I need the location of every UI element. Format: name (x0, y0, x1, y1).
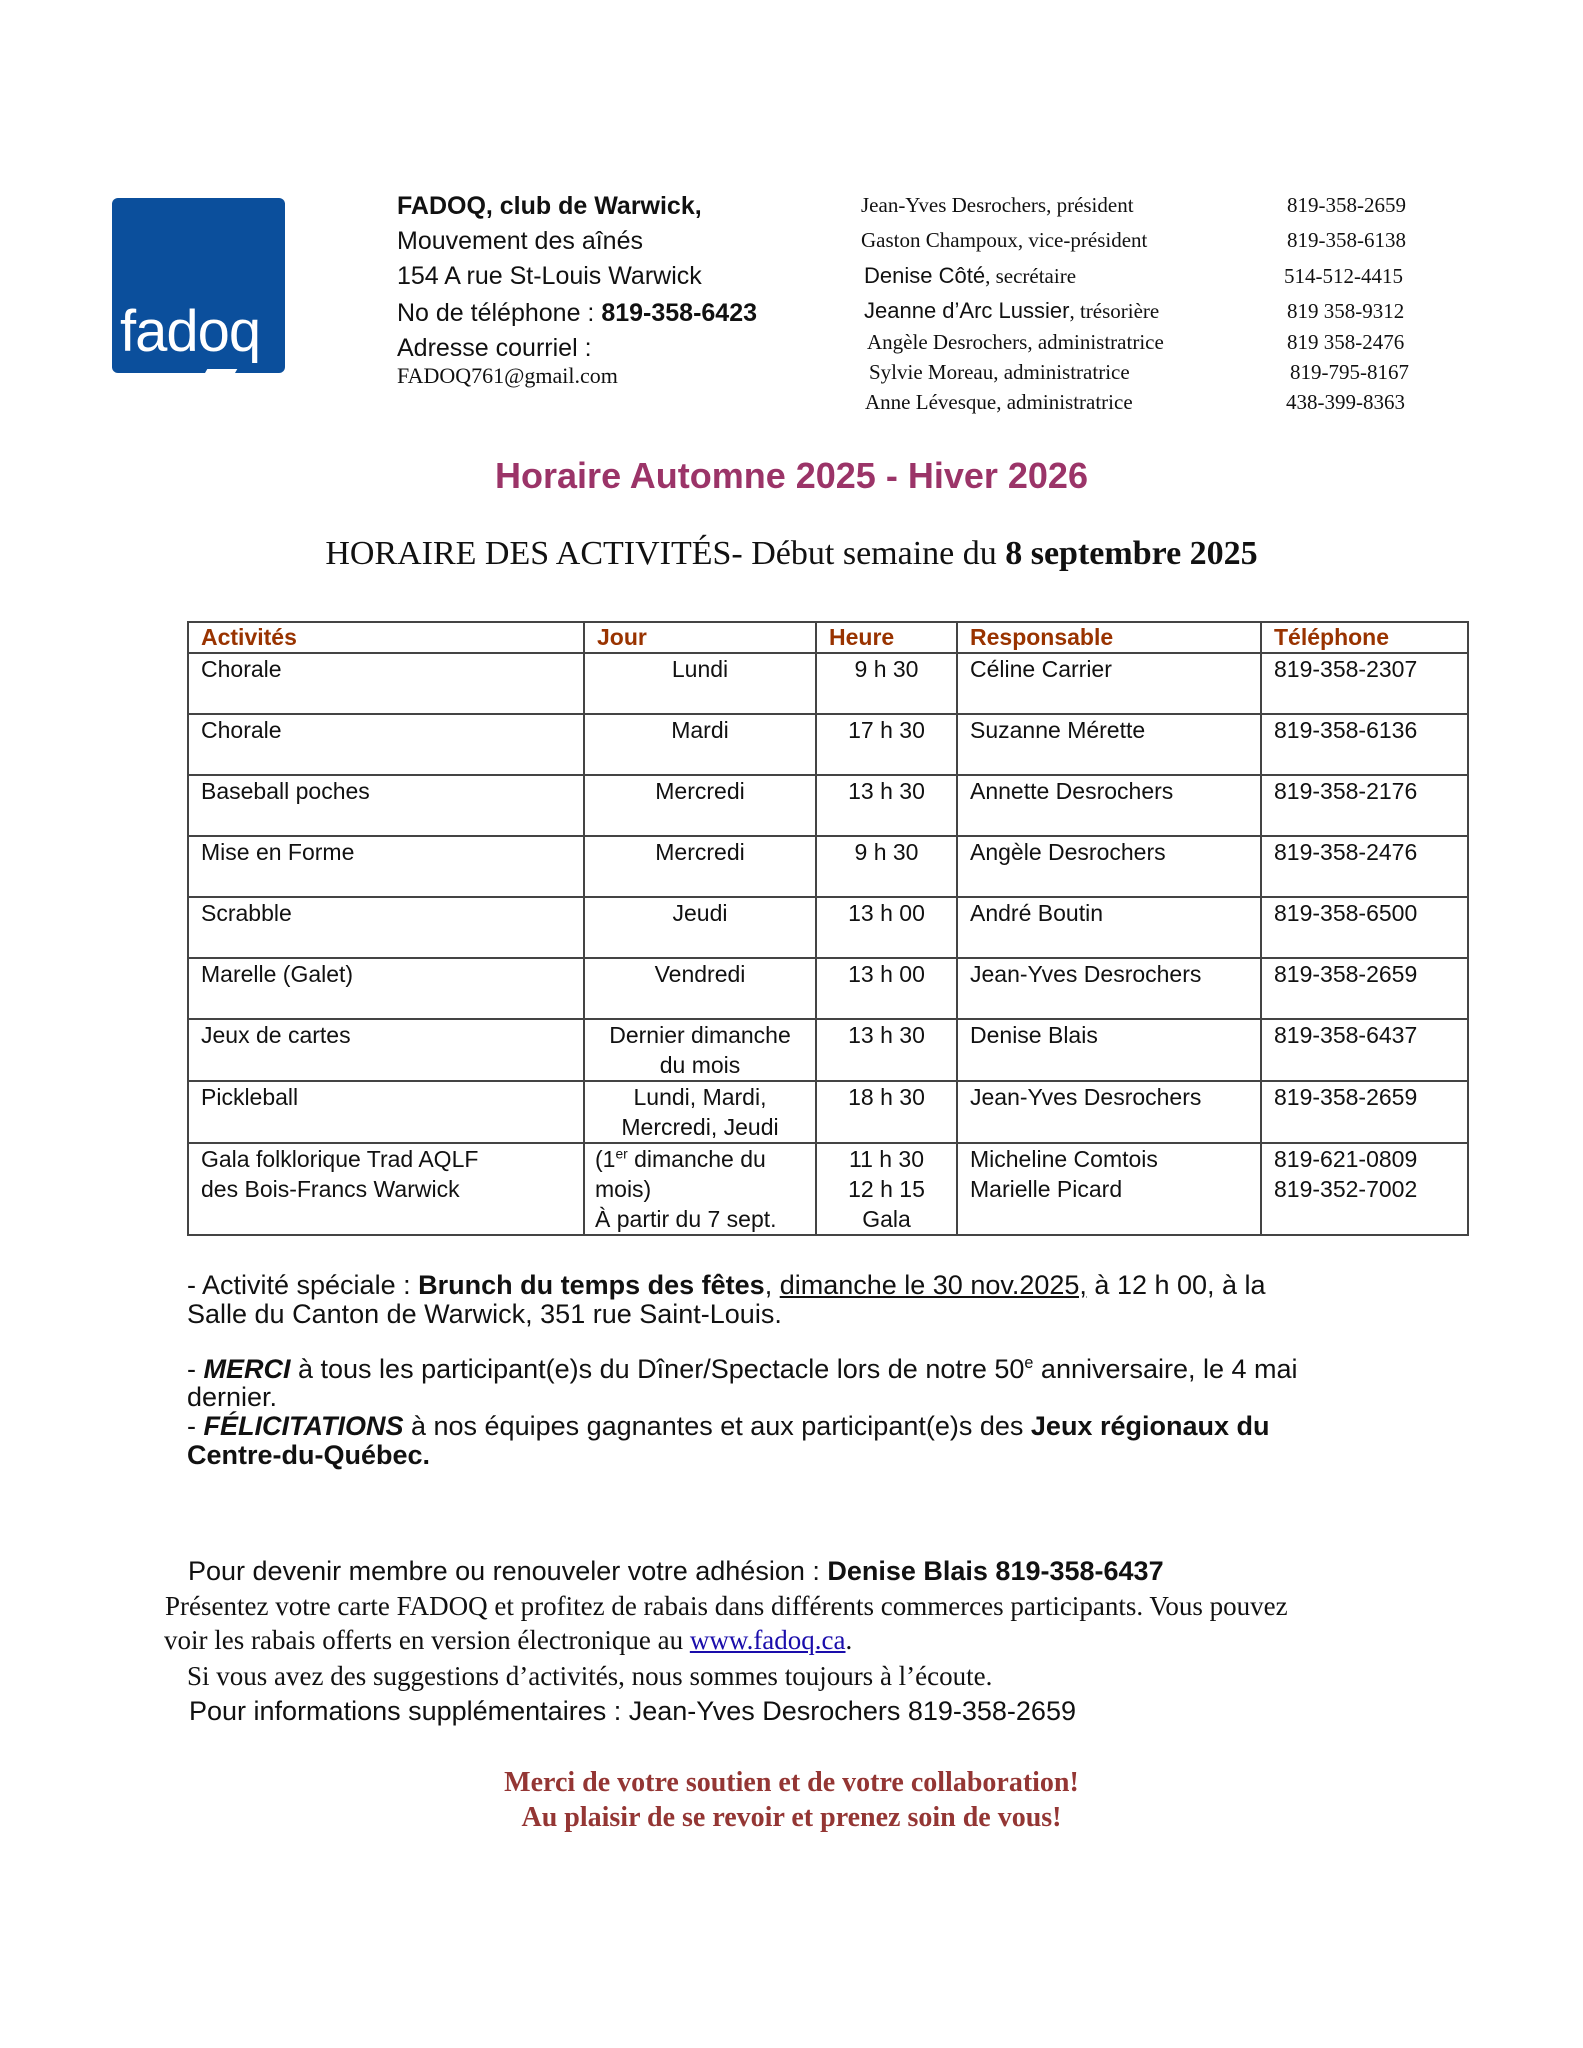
board-member-name: Gaston Champoux, vice-président (861, 228, 1148, 252)
cell-day: Mercredi (584, 775, 816, 836)
cell-phone: 819-358-2476 (1261, 836, 1468, 897)
note-text: anniversaire, le 4 mai (1033, 1354, 1298, 1384)
cell-activity: Chorale (188, 653, 584, 714)
cell-responsible: Angèle Desrochers (957, 836, 1261, 897)
cell-responsible: Céline Carrier (957, 653, 1261, 714)
table-row (188, 958, 1468, 1019)
fadoq-website-link[interactable]: www.fadoq.ca (689, 1625, 846, 1655)
cell-time: 18 h 30 (816, 1081, 957, 1143)
cell-day-line: du mois (659, 1052, 741, 1078)
org-email[interactable]: FADOQ761@gmail.com (397, 363, 618, 388)
board-member-phone: 819 358-2476 (1287, 330, 1405, 354)
cell-day-line: mois) (595, 1176, 652, 1202)
special-event-date: dimanche le 30 nov.2025, (779, 1270, 1087, 1300)
table-row (188, 1081, 1468, 1143)
column-header-day: Jour (584, 622, 816, 653)
cell-time: 9 h 30 (816, 836, 957, 897)
table-row (188, 775, 1468, 836)
cell-activity: Baseball poches (188, 775, 584, 836)
cell-activity: Mise en Forme (188, 836, 584, 897)
special-activity-note (187, 1271, 1266, 1300)
cell-responsible: Denise Blais (957, 1019, 1261, 1081)
board-member-name: Angèle Desrochers, administratrice (867, 330, 1164, 354)
cell-day-line: Lundi, Mardi, (633, 1084, 767, 1110)
note-text: à 12 h 00, à la (1086, 1270, 1266, 1300)
cell-day-line: Mercredi, Jeudi (621, 1114, 779, 1140)
table-row (188, 836, 1468, 897)
day-text: dimanche du (627, 1146, 766, 1172)
org-subtitle: Mouvement des aînés (397, 227, 643, 255)
board-member-phone: 819-795-8167 (1290, 360, 1409, 384)
merci-word: MERCI (203, 1354, 291, 1384)
cell-phone: 819-358-2659 (1261, 958, 1468, 1019)
org-address: 154 A rue St-Louis Warwick (397, 262, 702, 290)
board-member-phone: 819 358-9312 (1287, 299, 1405, 323)
footer-thanks: Merci de votre soutien et de votre collaboration! (504, 1767, 1079, 1798)
cell-time: 13 h 30 (816, 775, 957, 836)
cell-day: Mercredi (584, 836, 816, 897)
cell-time-line: 12 h 15 (848, 1176, 925, 1202)
note-text: à tous les participant(e)s du Dîner/Spectacle lors de notre 50 (290, 1354, 1025, 1384)
cell-activity: Pickleball (188, 1081, 584, 1143)
cell-responsible: Jean-Yves Desrochers (957, 1081, 1261, 1143)
board-member-phone: 514-512-4415 (1284, 264, 1403, 288)
logo-notch (203, 369, 238, 377)
note-text: - Activité spéciale : (187, 1270, 419, 1300)
cell-phone: 819-358-6500 (1261, 897, 1468, 958)
ordinal-superscript: er (615, 1146, 628, 1162)
felicitations-note (187, 1412, 1269, 1441)
cell-day (584, 1143, 816, 1235)
cell-responsible: André Boutin (957, 897, 1261, 958)
membership-text: Pour devenir membre ou renouveler votre adhésion : (188, 1556, 828, 1586)
org-phone-line (397, 301, 757, 326)
cell-activity: Chorale (188, 714, 584, 775)
info-line: Pour informations supplémentaires : Jean-Yves Desrochers 819-358-2659 (189, 1696, 1076, 1726)
card-discount-line1: Présentez votre carte FADOQ et profitez de rabais dans différents commerces participants. Vous pouvez (165, 1591, 1288, 1621)
cell-responsible (957, 1143, 1261, 1235)
card-text: voir les rabais offerts en version électronique au (164, 1625, 690, 1655)
special-activity-location: Salle du Canton de Warwick, 351 rue Saint-Louis. (187, 1299, 782, 1329)
table-row (188, 714, 1468, 775)
cell-time-line: 11 h 30 (848, 1146, 925, 1172)
regional-games: Jeux régionaux du (1030, 1411, 1270, 1441)
org-phone: 819-358-6423 (601, 299, 758, 327)
cell-time: 9 h 30 (816, 653, 957, 714)
cell-activity: Jeux de cartes (188, 1019, 584, 1081)
cell-phone-line: 819-352-7002 (1274, 1176, 1418, 1202)
cell-time: 17 h 30 (816, 714, 957, 775)
cell-responsible-line: Marielle Picard (970, 1176, 1123, 1202)
column-header-phone: Téléphone (1261, 622, 1468, 653)
merci-note (187, 1355, 1298, 1384)
cell-time (816, 1143, 957, 1235)
cell-phone: 819-358-6136 (1261, 714, 1468, 775)
board-member-name: Jean-Yves Desrochers, président (861, 193, 1134, 217)
merci-note-line2: dernier. (187, 1382, 278, 1412)
cell-phone: 819-358-6437 (1261, 1019, 1468, 1081)
cell-day: Jeudi (584, 897, 816, 958)
board-member-name: Anne Lévesque, administratrice (865, 390, 1133, 414)
schedule-table (187, 621, 1469, 1236)
cell-day: Mardi (584, 714, 816, 775)
cell-day (584, 1019, 816, 1081)
special-event-name: Brunch du temps des fêtes (418, 1270, 765, 1300)
felicitations-word: FÉLICITATIONS (203, 1411, 404, 1441)
cell-activity (188, 1143, 584, 1235)
board-member-phone: 438-399-8363 (1286, 390, 1405, 414)
board-member-name-line (864, 300, 1159, 322)
ordinal-superscript: e (1024, 1354, 1034, 1372)
cell-phone: 819-358-2307 (1261, 653, 1468, 714)
membership-contact: Denise Blais 819-358-6437 (827, 1556, 1164, 1586)
membership-line (188, 1557, 1164, 1586)
cell-phone-line: 819-621-0809 (1274, 1146, 1418, 1172)
cell-day: Lundi (584, 653, 816, 714)
season-title: Horaire Automne 2025 - Hiver 2026 (495, 455, 1088, 496)
note-text: , (764, 1270, 780, 1300)
cell-activity: Marelle (Galet) (188, 958, 584, 1019)
column-header-activities: Activités (188, 622, 584, 653)
card-text: . (845, 1625, 853, 1655)
board-member-phone: 819-358-2659 (1287, 193, 1406, 217)
column-header-time: Heure (816, 622, 957, 653)
column-header-responsible: Responsable (957, 622, 1261, 653)
board-member-name: Sylvie Moreau, administratrice (869, 360, 1130, 384)
note-text: - (187, 1354, 204, 1384)
board-member-phone: 819-358-6138 (1287, 228, 1406, 252)
cell-activity-line: Gala folklorique Trad AQLF (201, 1146, 479, 1172)
activities-heading (0, 535, 1583, 573)
activities-heading-prefix: HORAIRE DES ACTIVITÉS- Début semaine du (325, 535, 1006, 572)
felicitations-note-line2: Centre-du-Québec. (187, 1440, 431, 1470)
cell-activity-line: des Bois-Francs Warwick (201, 1176, 460, 1202)
cell-day (584, 1081, 816, 1143)
table-row (188, 653, 1468, 714)
note-text: à nos équipes gagnantes et aux participant(e)s des (403, 1411, 1031, 1441)
suggestions-line: Si vous avez des suggestions d’activités, nous sommes toujours à l’écoute. (187, 1661, 993, 1691)
board-member-name: Denise Côté (864, 263, 986, 288)
table-row (188, 1143, 1468, 1235)
board-member-role: , trésorière (1069, 299, 1160, 323)
cell-day-line: Dernier dimanche (609, 1022, 791, 1048)
cell-time: 13 h 30 (816, 1019, 957, 1081)
email-label: Adresse courriel : (397, 334, 592, 362)
cell-responsible: Jean-Yves Desrochers (957, 958, 1261, 1019)
org-name: FADOQ, club de Warwick, (397, 192, 702, 220)
cell-phone: 819-358-2176 (1261, 775, 1468, 836)
cell-time: 13 h 00 (816, 897, 957, 958)
table-header-row (188, 622, 1468, 653)
table-row (188, 1019, 1468, 1081)
footer-wishes: Au plaisir de se revoir et prenez soin de vous! (521, 1802, 1062, 1833)
cell-day: Vendredi (584, 958, 816, 1019)
activities-start-date: 8 septembre 2025 (1005, 535, 1258, 572)
cell-phone (1261, 1143, 1468, 1235)
cell-day-line: À partir du 7 sept. (595, 1206, 777, 1232)
cell-responsible: Suzanne Mérette (957, 714, 1261, 775)
cell-phone: 819-358-2659 (1261, 1081, 1468, 1143)
board-member-name-line (864, 265, 1076, 287)
note-text: - (187, 1411, 204, 1441)
board-member-role: , secrétaire (985, 264, 1077, 288)
cell-activity: Scrabble (188, 897, 584, 958)
day-text: (1 (595, 1146, 616, 1172)
fadoq-logo (112, 198, 285, 373)
card-discount-line2 (164, 1624, 852, 1657)
logo-wordmark: fadoq (120, 299, 261, 364)
cell-time-line: Gala (862, 1206, 911, 1232)
cell-responsible: Annette Desrochers (957, 775, 1261, 836)
table-row (188, 897, 1468, 958)
board-member-name: Jeanne d’Arc Lussier (864, 298, 1070, 323)
cell-responsible-line: Micheline Comtois (970, 1146, 1158, 1172)
cell-time: 13 h 00 (816, 958, 957, 1019)
phone-label: No de téléphone : (397, 299, 602, 327)
cell-day-line (595, 1144, 803, 1174)
